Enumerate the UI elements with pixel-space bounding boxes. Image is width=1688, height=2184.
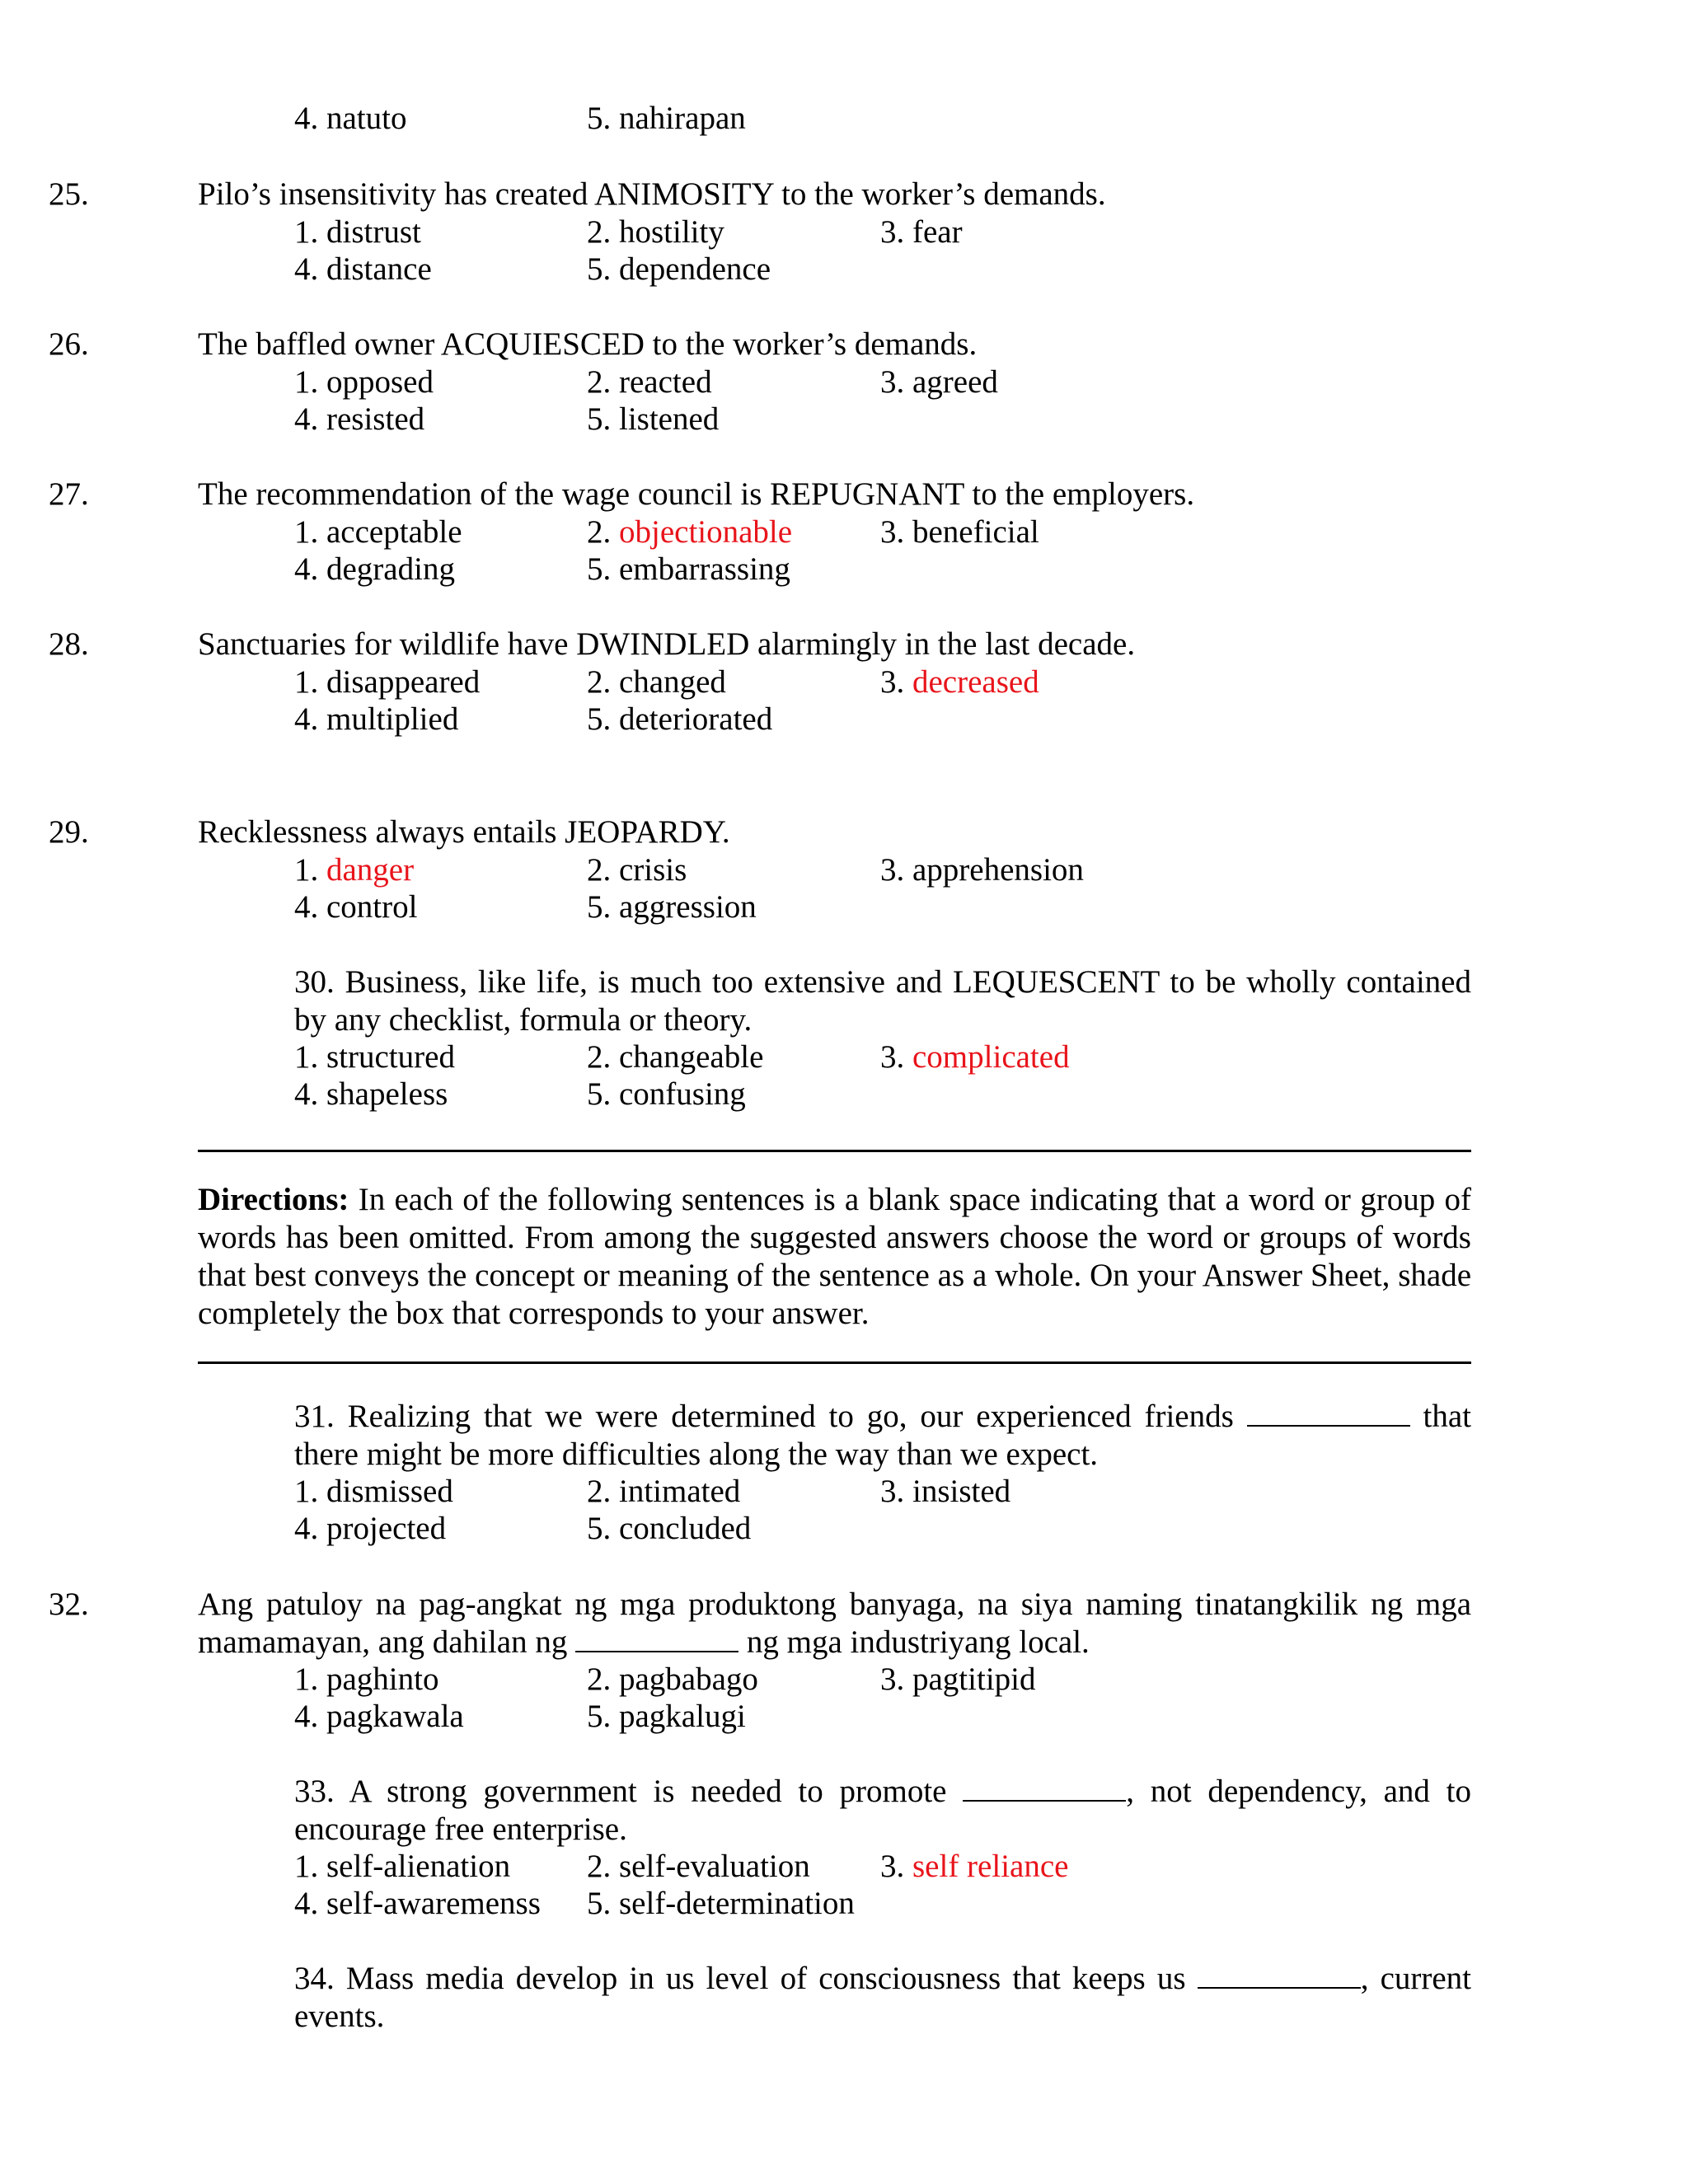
option-3: 3. decreased [880,664,1039,700]
highlighted-answer: complicated [912,1039,1070,1075]
option-1: 1. opposed [294,364,434,400]
option-2: 2. objectionable [587,514,793,550]
option-4: 4. projected [294,1511,447,1546]
option-5: 5. dependence [587,251,771,287]
option-4: 4. pagkawala [294,1699,464,1734]
question-text: 31. Realizing that we were determined to go, our experienced friends that there might be more difficulties along the way than we expect. [294,1399,1472,1472]
option-4: 4. distance [294,251,432,287]
question-text: 33. A strong government is needed to promote , not dependency, and to encourage free enterprise. [294,1774,1471,1847]
question-text: 34. Mass media develop in us level of consciousness that keeps us , current events. [294,1961,1472,2034]
question-number: 25. [49,176,89,212]
option-5: 5. concluded [587,1511,752,1546]
option-2: 2. hostility [587,214,724,250]
highlighted-answer: danger [326,852,415,888]
answer-blank [1247,1400,1410,1427]
option-4: 4. degrading [294,551,455,587]
question-text: 30. Business, like life, is much too extensive and LEQUESCENT to be wholly contained by any checklist, formula or theory. [294,964,1471,1038]
directions-label: Directions: [198,1182,349,1217]
question-text: Recklessness always entails JEOPARDY. [198,814,730,850]
question-text: Pilo’s insensitivity has created ANIMOSITY to the worker’s demands. [198,176,1106,212]
option-3: 3. insisted [880,1474,1011,1509]
option-1: 1. dismissed [294,1474,453,1509]
option-5: 5. self-determination [587,1886,855,1921]
option-5: 5. deteriorated [587,701,773,737]
option-5: 5. confusing [587,1076,746,1112]
question-number: 29. [49,814,89,850]
option-2: 2. self-evaluation [587,1849,810,1884]
question-text: The baffled owner ACQUIESCED to the worker’s demands. [198,326,978,362]
option-2: 2. reacted [587,364,712,400]
option-1: 1. structured [294,1039,455,1075]
option-3: 3. complicated [880,1039,1070,1075]
horizontal-rule [198,1150,1471,1152]
option-2: 2. changeable [587,1039,764,1075]
option-4: 4. self-awaremenss [294,1886,541,1921]
option-3: 3. beneficial [880,514,1039,550]
option-1: 1. danger [294,852,415,888]
question-number: 28. [49,626,89,662]
question-text: Sanctuaries for wildlife have DWINDLED alarmingly in the last decade. [198,626,1136,662]
option-5: 5. pagkalugi [587,1699,746,1734]
option-4: 4. resisted [294,401,425,437]
directions-paragraph: Directions: In each of the following sentences is a blank space indicating that a word or group of words has been omitted. From among the suggested answers choose the word or groups of words that best conveys the concept or meaning of the sentence as a whole. On your Answer Sheet, shade completely the box that corresponds to your answer. [198,1182,1471,1331]
option-3: 3. self reliance [880,1849,1069,1884]
option-1: 1. disappeared [294,664,481,700]
option-2: 2. intimated [587,1474,741,1509]
option-4: 4. shapeless [294,1076,448,1112]
answer-blank [575,1626,738,1652]
option-4: 4. control [294,889,418,925]
option-2: 2. changed [587,664,726,700]
highlighted-answer: objectionable [619,514,793,550]
option-5: 5. aggression [587,889,757,925]
option-2: 2. pagbabago [587,1661,758,1697]
highlighted-answer: decreased [912,664,1039,700]
option-5: 5. listened [587,401,720,437]
option-3: 3. apprehension [880,852,1084,888]
option-1: 1. distrust [294,214,421,250]
horizontal-rule [198,1361,1471,1364]
option-2: 2. crisis [587,852,687,888]
q24-option-5: 5. nahirapan [587,101,746,136]
question-number: 32. [49,1586,89,1622]
option-1: 1. paghinto [294,1661,439,1697]
highlighted-answer: self reliance [912,1849,1069,1884]
option-3: 3. agreed [880,364,998,400]
question-number: 26. [49,326,89,362]
option-5: 5. embarrassing [587,551,790,587]
option-3: 3. pagtitipid [880,1661,1036,1697]
answer-blank [1198,1962,1361,1989]
option-1: 1. acceptable [294,514,462,550]
option-4: 4. multiplied [294,701,459,737]
question-text: The recommendation of the wage council is REPUGNANT to the employers. [198,476,1195,512]
option-1: 1. self-alienation [294,1849,511,1884]
q24-option-4: 4. natuto [294,101,407,136]
option-3: 3. fear [880,214,963,250]
question-text: Ang patuloy na pag-angkat ng mga produktong banyaga, na siya naming tinatangkilik ng mga mamamayan, ang dahilan ng ng mga industriyang local. [198,1586,1471,1660]
answer-blank [963,1775,1126,1802]
question-number: 27. [49,476,89,512]
